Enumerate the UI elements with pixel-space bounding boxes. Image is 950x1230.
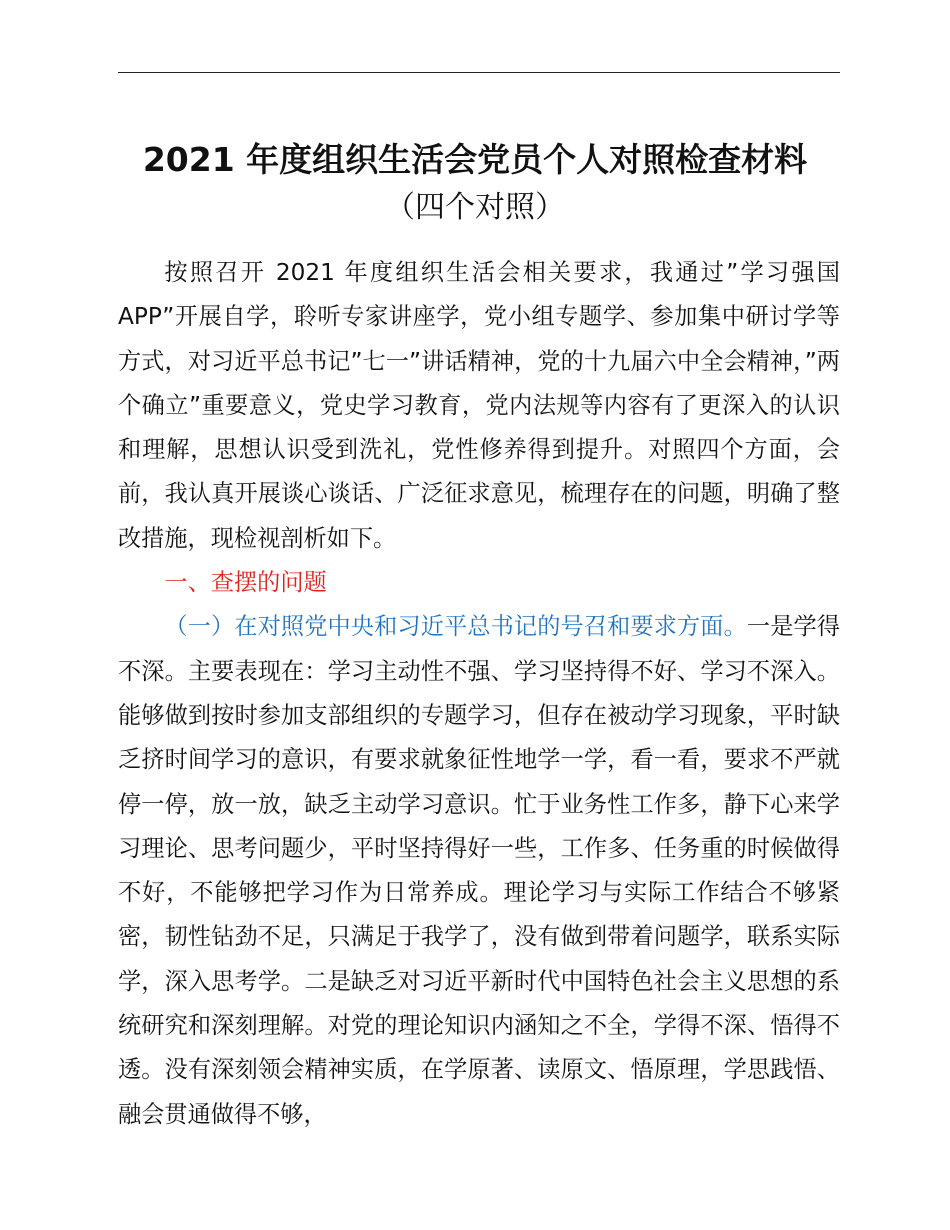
document-title: 2021 年度组织生活会党员个人对照检查材料 bbox=[142, 140, 808, 179]
section-heading bbox=[118, 561, 840, 605]
subsection-paragraph bbox=[118, 605, 840, 1137]
section-heading-text: 一、查摆的问题 bbox=[164, 569, 327, 597]
document-body bbox=[118, 251, 840, 1137]
header-rule bbox=[118, 72, 840, 73]
subsection-heading: （一）在对照党中央和习近平总书记的号召和要求方面。 bbox=[164, 613, 747, 641]
document-subtitle: （四个对照） bbox=[385, 190, 565, 225]
intro-paragraph: 按照召开 2021 年度组织生活会相关要求，我通过”学习强国APP”开展自学，聆听专家讲座学，党小组专题学、参加集中研讨学等方式，对习近平总书记”七一”讲话精神，党的十九届六中全会精神，”两个确立”重要意义，党史学习教育，党内法规等内容有了更深入的认识和理解，思想认识受到洗礼，党性修养得到提升。对照四个方面，会前，我认真开展谈心谈话、广泛征求意见，梳理存在的问题，明确了整改措施，现检视剖析如下。 bbox=[118, 259, 840, 552]
subsection-text: 一是学得不深。主要表现在：学习主动性不强、学习坚持得不好、学习不深入。能够做到按时参加支部组织的专题学习，但存在被动学习现象，平时缺乏挤时间学习的意识，有要求就象征性地学一学，看一看，要求不严就停一停，放一放，缺乏主动学习意识。忙于业务性工作多，静下心来学习理论、思考问题少，平时坚持得好一些，工作多、任务重的时候做得不好，不能够把学习作为日常养成。理论学习与实际工作结合不够紧密，韧性钻劲不足，只满足于我学了，没有做到带着问题学，联系实际学，深入思考学。二是缺乏对习近平新时代中国特色社会主义思想的系统研究和深刻理解。对党的理论知识内涵知之不全，学得不深、悟得不透。没有深刻领会精神实质，在学原著、读原文、悟原理，学思践悟、融会贯通做得不够， bbox=[118, 613, 841, 1128]
